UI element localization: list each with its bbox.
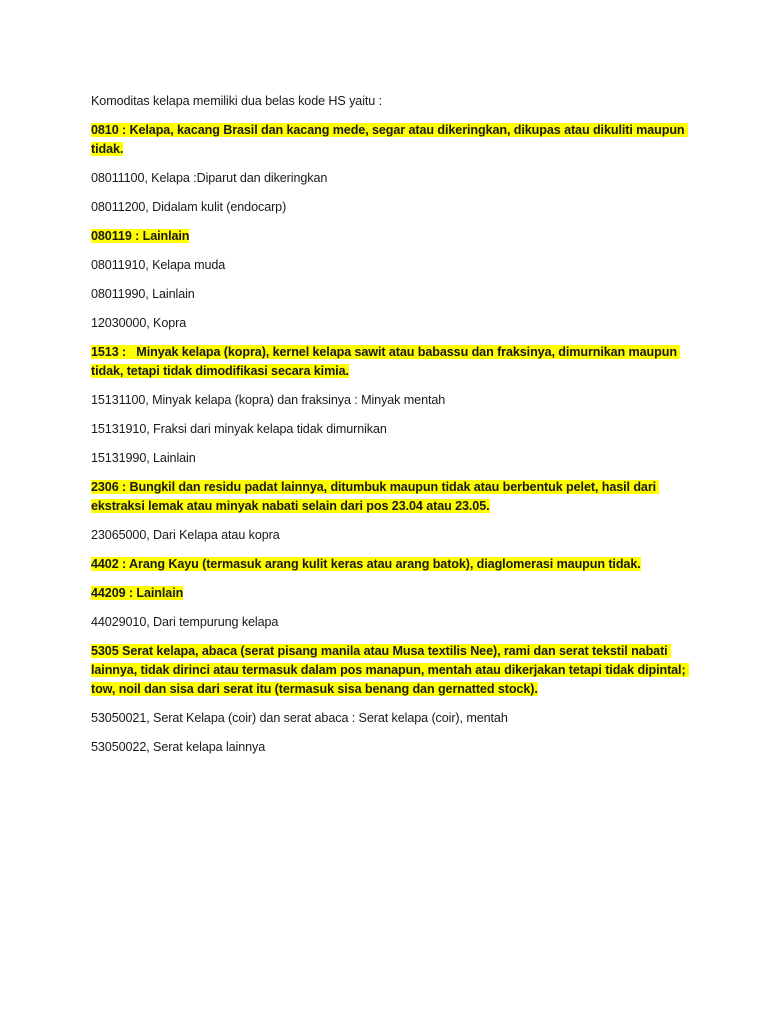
- code-text: 08011910, Kelapa muda: [91, 258, 226, 272]
- hs-heading-paragraph: [91, 121, 691, 159]
- code-text: 12030000, Kopra: [91, 316, 187, 330]
- hs-code-line: [91, 256, 691, 275]
- code-text: 08011990, Lainlain: [91, 287, 195, 301]
- code-text: 08011200, Didalam kulit (endocarp): [91, 200, 287, 214]
- hs-code-line: [91, 738, 691, 757]
- paragraph-list: [91, 121, 691, 757]
- code-text: 15131990, Lainlain: [91, 451, 196, 465]
- hs-heading-paragraph: [91, 478, 691, 516]
- hs-heading-paragraph: [91, 584, 691, 603]
- hs-code-line: [91, 709, 691, 728]
- hs-code-line: [91, 285, 691, 304]
- hs-code-line: [91, 449, 691, 468]
- hs-code-line: [91, 526, 691, 545]
- hs-code-line: [91, 420, 691, 439]
- code-text: 23065000, Dari Kelapa atau kopra: [91, 528, 280, 542]
- hs-code-line: [91, 613, 691, 632]
- code-text: 15131100, Minyak kelapa (kopra) dan fraksinya : Minyak mentah: [91, 393, 446, 407]
- highlighted-text: 5305 Serat kelapa, abaca (serat pisang manila atau Musa textilis Nee), rami dan serat tekstil nabati lainnya, tidak dirinci atau termasuk dalam pos manapun, mentah atau dikerjakan tetapi tidak dipintal; tow, noil dan sisa dari serat itu (termasuk sisa benang dan gernatted stock).: [91, 644, 689, 696]
- highlighted-text: 1513 : Minyak kelapa (kopra), kernel kelapa sawit atau babassu dan fraksinya, dimurnikan maupun tidak, tetapi tidak dimodifikasi secara kimia.: [91, 345, 681, 378]
- code-text: 53050021, Serat Kelapa (coir) dan serat abaca : Serat kelapa (coir), mentah: [91, 711, 508, 725]
- highlighted-text: 4402 : Arang Kayu (termasuk arang kulit keras atau arang batok), diaglomerasi maupun tidak.: [91, 557, 641, 571]
- hs-heading-paragraph: [91, 227, 691, 246]
- highlighted-text: 2306 : Bungkil dan residu padat lainnya, ditumbuk maupun tidak atau berbentuk pelet, hasil dari ekstraksi lemak atau minyak nabati selain dari pos 23.04 atau 23.05.: [91, 480, 660, 513]
- code-text: 53050022, Serat kelapa lainnya: [91, 740, 266, 754]
- hs-code-line: [91, 198, 691, 217]
- hs-code-line: [91, 314, 691, 333]
- hs-code-line: [91, 391, 691, 410]
- highlighted-text: 44209 : Lainlain: [91, 586, 184, 600]
- hs-heading-paragraph: [91, 555, 691, 574]
- code-text: 08011100, Kelapa :Diparut dan dikeringkan: [91, 171, 328, 185]
- hs-heading-paragraph: [91, 343, 691, 381]
- highlighted-text: 0810 : Kelapa, kacang Brasil dan kacang mede, segar atau dikeringkan, dikupas atau dikuliti maupun tidak.: [91, 123, 688, 156]
- code-text: 15131910, Fraksi dari minyak kelapa tidak dimurnikan: [91, 422, 387, 436]
- document-page: [91, 92, 691, 767]
- hs-heading-paragraph: [91, 642, 691, 699]
- intro-text: Komoditas kelapa memiliki dua belas kode HS yaitu :: [91, 94, 383, 108]
- hs-code-line: [91, 169, 691, 188]
- code-text: 44029010, Dari tempurung kelapa: [91, 615, 279, 629]
- highlighted-text: 080119 : Lainlain: [91, 229, 190, 243]
